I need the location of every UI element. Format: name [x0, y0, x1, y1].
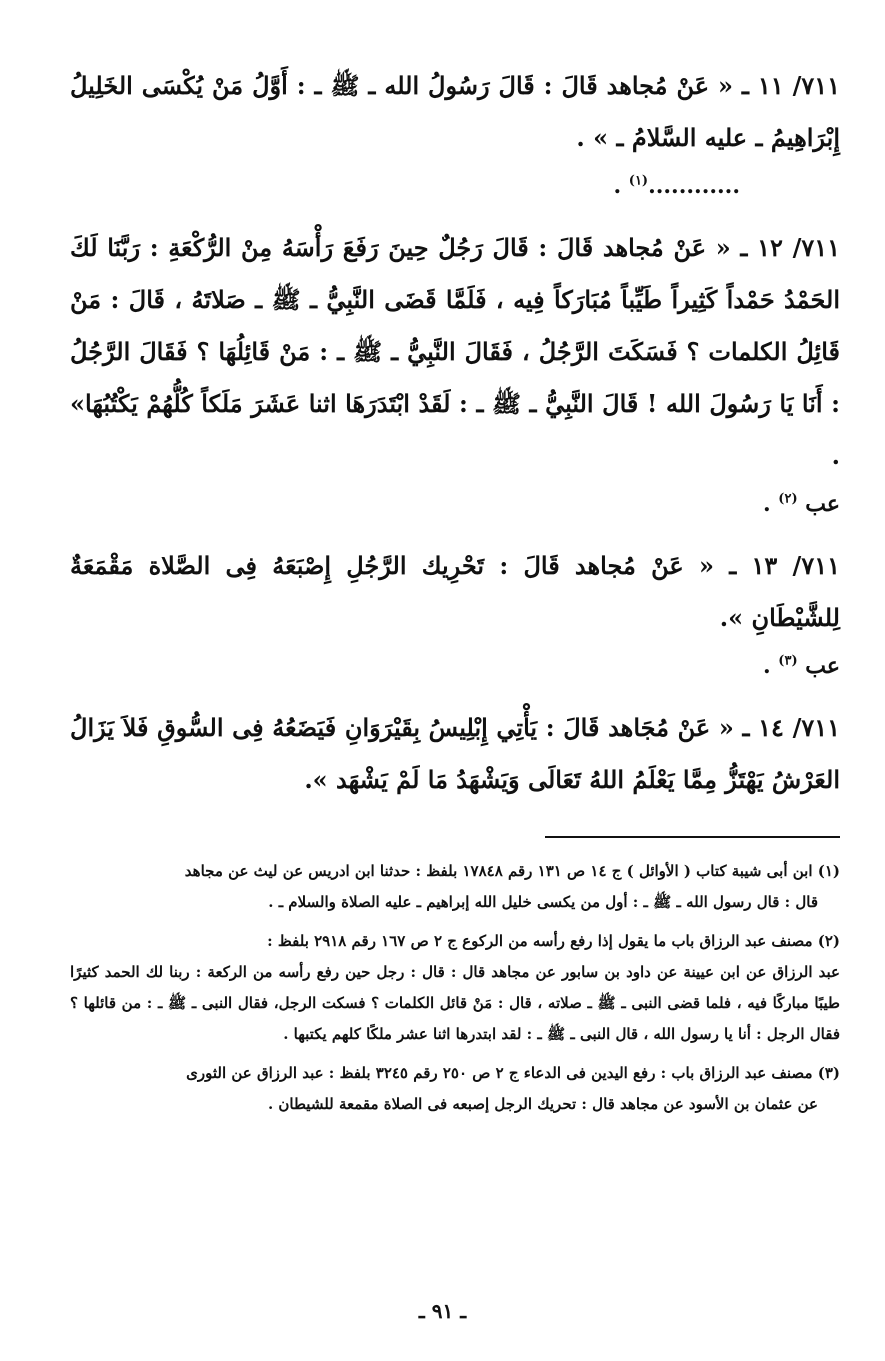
footnote-1-text: ابن أبى شيبة كتاب ( الأوائل ) ج ١٤ ص ١٣١ رقم ١٧٨٤٨ بلفظ : حدثنا ابن ادريس عن ليث عن مجاهد: [184, 862, 813, 880]
footnote-2-cont: عبد الرزاق عن ابن عيينة عن داود بن سابور عن مجاهد قال : قال : رجل حين رفع رأسه من الركعة : ربنا لك الحمد كثيرًا طيبًا مباركًا فيه ، فلما قضى النبى ـ ﷺ ـ صلاته ، قال : مَنْ قائل الكلمات ؟ فسكت الرجل، فقال النبى ـ ﷺ ـ : من قائلها ؟ فقال الرجل : أنا يا رسول الله ، قال النبى ـ ﷺ ـ : لقد ابتدرها اثنا عشر ملكًا كلهم يكتبها .: [70, 963, 840, 1043]
ellipsis-line: ............$^{(١)}$ .: [613, 173, 740, 199]
hadith-14: [70, 702, 840, 806]
footnote-2: [70, 926, 840, 1050]
source-line-1: عب $^{(٢)}$ .: [762, 491, 840, 517]
hadith-11-number: ٧١١/ ١١ ـ: [741, 71, 841, 100]
source-ref-2: (٢): [778, 491, 798, 507]
footnote-3-text: مصنف عبد الرزاق باب : رفع اليدين فى الدعاء ج ٢ ص ٢٥٠ رقم ٣٢٤٥ بلفظ : عبد الرزاق عن الثورى: [186, 1064, 813, 1082]
hadith-11-text: « عَنْ مُجاهد قَالَ : قَالَ رَسُولُ الله ـ ﷺ ـ : أَوَّلُ مَنْ يُكْسَى الخَلِيلُ إِبْرَاهِيمُ ـ عليه السَّلامُ ـ » .: [70, 71, 840, 152]
footnote-3: [70, 1058, 840, 1120]
hadith-14-number: ٧١١/ ١٤ ـ: [742, 713, 841, 742]
footnote-1: [70, 856, 840, 918]
footnote-2-marker: (٢): [817, 932, 840, 950]
source-ref-3: (٣): [778, 653, 798, 669]
source-line-2: عب $^{(٣)}$ .: [762, 653, 840, 679]
ellipsis-dots: ............: [648, 173, 740, 199]
page-body: [70, 60, 840, 1350]
footnote-3-marker: (٣): [817, 1064, 840, 1082]
source-label: عب: [805, 653, 840, 679]
ellipsis-ref: (١): [628, 173, 649, 189]
footnotes: [70, 856, 840, 1120]
footnote-2-text: مصنف عبد الرزاق باب ما يقول إذا رفع رأسه من الركوع ج ٢ ص ١٦٧ رقم ٢٩١٨ بلفظ :: [267, 932, 813, 950]
page-number: ـ ٩١ ـ: [418, 1299, 467, 1323]
hadith-13-text: « عَنْ مُجاهد قَالَ : تَحْرِيك الرَّجُلِ إِصْبَعَهُ فِى الصَّلاة مَقْمَعَةٌ لِلشَّيْطَانِ ».: [70, 551, 840, 632]
footnote-1-cont: قال : قال رسول الله ـ ﷺ ـ : أول من يكسى خليل الله إبراهيم ـ عليه الصلاة والسلام ـ .: [268, 893, 818, 911]
footnote-1-marker: (١): [817, 862, 840, 880]
source-label: عب: [805, 491, 840, 517]
hadith-12: [70, 222, 840, 482]
footnote-3-cont: عن عثمان بن الأسود عن مجاهد قال : تحريك الرجل إصبعه فى الصلاة مقمعة للشيطان .: [267, 1095, 818, 1113]
hadith-12-text: « عَنْ مُجاهد قَالَ : قَالَ رَجُلٌ حِينَ رَفَعَ رَأْسَهُ مِنْ الرُّكْعَةِ : رَبَّنَا لَكَ الحَمْدُ حَمْداً كَثِيراً طَيِّباً مُبَارَكاً فِيه ، فَلَمَّا قَضَى النَّبِيُّ ـ ﷺ ـ صَلاتَهُ ، قَالَ : مَنْ قَائِلُ الكلمات ؟ فَسَكَتَ الرَّجُلُ ، فَقَالَ النَّبِيُّ ـ ﷺ ـ : مَنْ قَائِلُهَا ؟ فَقَالَ الرَّجُلُ : أَنَا يَا رَسُولَ الله ! قَالَ النَّبِيُّ ـ ﷺ ـ : لَقَدْ ابْتَدَرَهَا اثنا عَشَرَ مَلَكاً كُلُّهُمْ يَكْتُبُهَا» .: [70, 233, 840, 470]
hadith-14-text: « عَنْ مُجَاهد قَالَ : يَأْتِي إِبْلِيسُ بِقَيْرَوَانِ فَيَضَعُهُ فِى السُّوقِ فَلاَ يَزَالُ العَرْشُ يَهْتَزُّ مِمَّا يَعْلَمُ اللهُ تَعَالَى وَيَشْهَدُ مَا لَمْ يَشْهَد ».: [70, 713, 840, 794]
hadith-13-number: ٧١١/ ١٣ ـ: [729, 551, 840, 580]
footnote-divider: [545, 836, 840, 838]
hadith-13: [70, 540, 840, 644]
hadith-11: [70, 60, 840, 164]
hadith-12-number: ٧١١/ ١٢ ـ: [740, 233, 841, 262]
